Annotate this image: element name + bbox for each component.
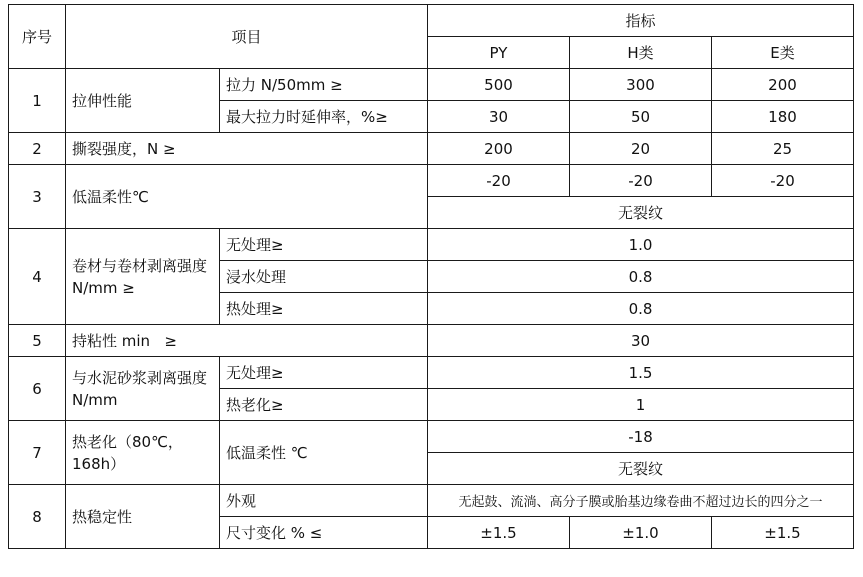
header-e: E类 <box>712 37 854 69</box>
header-py: PY <box>428 37 570 69</box>
row-1-sub1: 拉力 N/50mm ≥ <box>220 69 428 101</box>
row-6a <box>9 357 854 389</box>
header-row-1 <box>9 5 854 37</box>
row-5-no: 5 <box>9 325 66 357</box>
row-1-sub2-py: 30 <box>428 101 570 133</box>
row-6-name: 与水泥砂浆剥离强度N/mm <box>66 357 220 421</box>
row-8-name: 热稳定性 <box>66 485 220 549</box>
row-4-val2: 0.8 <box>428 261 854 293</box>
row-6-sub2: 热老化≥ <box>220 389 428 421</box>
header-item: 项目 <box>66 5 428 69</box>
row-2-e: 25 <box>712 133 854 165</box>
row-3-name: 低温柔性℃ <box>66 165 428 229</box>
row-1-sub2-h: 50 <box>570 101 712 133</box>
row-7-note: 无裂纹 <box>428 453 854 485</box>
row-7-name: 热老化（80℃，168h） <box>66 421 220 485</box>
row-3-e: -20 <box>712 165 854 197</box>
row-2 <box>9 133 854 165</box>
row-1-sub2: 最大拉力时延伸率，%≥ <box>220 101 428 133</box>
row-5-val: 30 <box>428 325 854 357</box>
row-8-sub2-py: ±1.5 <box>428 517 570 549</box>
row-2-h: 20 <box>570 133 712 165</box>
row-2-py: 200 <box>428 133 570 165</box>
row-3-py: -20 <box>428 165 570 197</box>
row-4a <box>9 229 854 261</box>
row-2-no: 2 <box>9 133 66 165</box>
row-3-h: -20 <box>570 165 712 197</box>
header-seq: 序号 <box>9 5 66 69</box>
row-7-no: 7 <box>9 421 66 485</box>
row-7-val: -18 <box>428 421 854 453</box>
header-h: H类 <box>570 37 712 69</box>
row-5 <box>9 325 854 357</box>
row-4-sub3: 热处理≥ <box>220 293 428 325</box>
row-8-sub2: 尺寸变化 % ≤ <box>220 517 428 549</box>
row-5-name: 持粘性 min ≥ <box>66 325 428 357</box>
header-index: 指标 <box>428 5 854 37</box>
row-6-val2: 1 <box>428 389 854 421</box>
row-6-sub1: 无处理≥ <box>220 357 428 389</box>
row-1-no: 1 <box>9 69 66 133</box>
row-6-val1: 1.5 <box>428 357 854 389</box>
spec-table-container <box>8 4 854 549</box>
row-2-name: 撕裂强度，N ≥ <box>66 133 428 165</box>
row-8-sub2-h: ±1.0 <box>570 517 712 549</box>
row-1-name: 拉伸性能 <box>66 69 220 133</box>
row-8a <box>9 485 854 517</box>
row-8-sub1: 外观 <box>220 485 428 517</box>
row-7-sub: 低温柔性 ℃ <box>220 421 428 485</box>
row-6-no: 6 <box>9 357 66 421</box>
row-3-no: 3 <box>9 165 66 229</box>
row-7a <box>9 421 854 453</box>
row-1-sub1-e: 200 <box>712 69 854 101</box>
row-3a <box>9 165 854 197</box>
row-3-note: 无裂纹 <box>428 197 854 229</box>
row-1-sub1-py: 500 <box>428 69 570 101</box>
row-4-val3: 0.8 <box>428 293 854 325</box>
row-4-val1: 1.0 <box>428 229 854 261</box>
row-4-name: 卷材与卷材剥离强度 N/mm ≥ <box>66 229 220 325</box>
row-4-no: 4 <box>9 229 66 325</box>
row-4-sub2: 浸水处理 <box>220 261 428 293</box>
row-1-sub1-h: 300 <box>570 69 712 101</box>
spec-table <box>8 4 854 549</box>
row-8-val1: 无起鼓、流淌、高分子膜或胎基边缘卷曲不超过边长的四分之一 <box>428 485 854 517</box>
row-4-sub1: 无处理≥ <box>220 229 428 261</box>
row-1-sub2-e: 180 <box>712 101 854 133</box>
row-1a <box>9 69 854 101</box>
row-8-no: 8 <box>9 485 66 549</box>
row-8-sub2-e: ±1.5 <box>712 517 854 549</box>
